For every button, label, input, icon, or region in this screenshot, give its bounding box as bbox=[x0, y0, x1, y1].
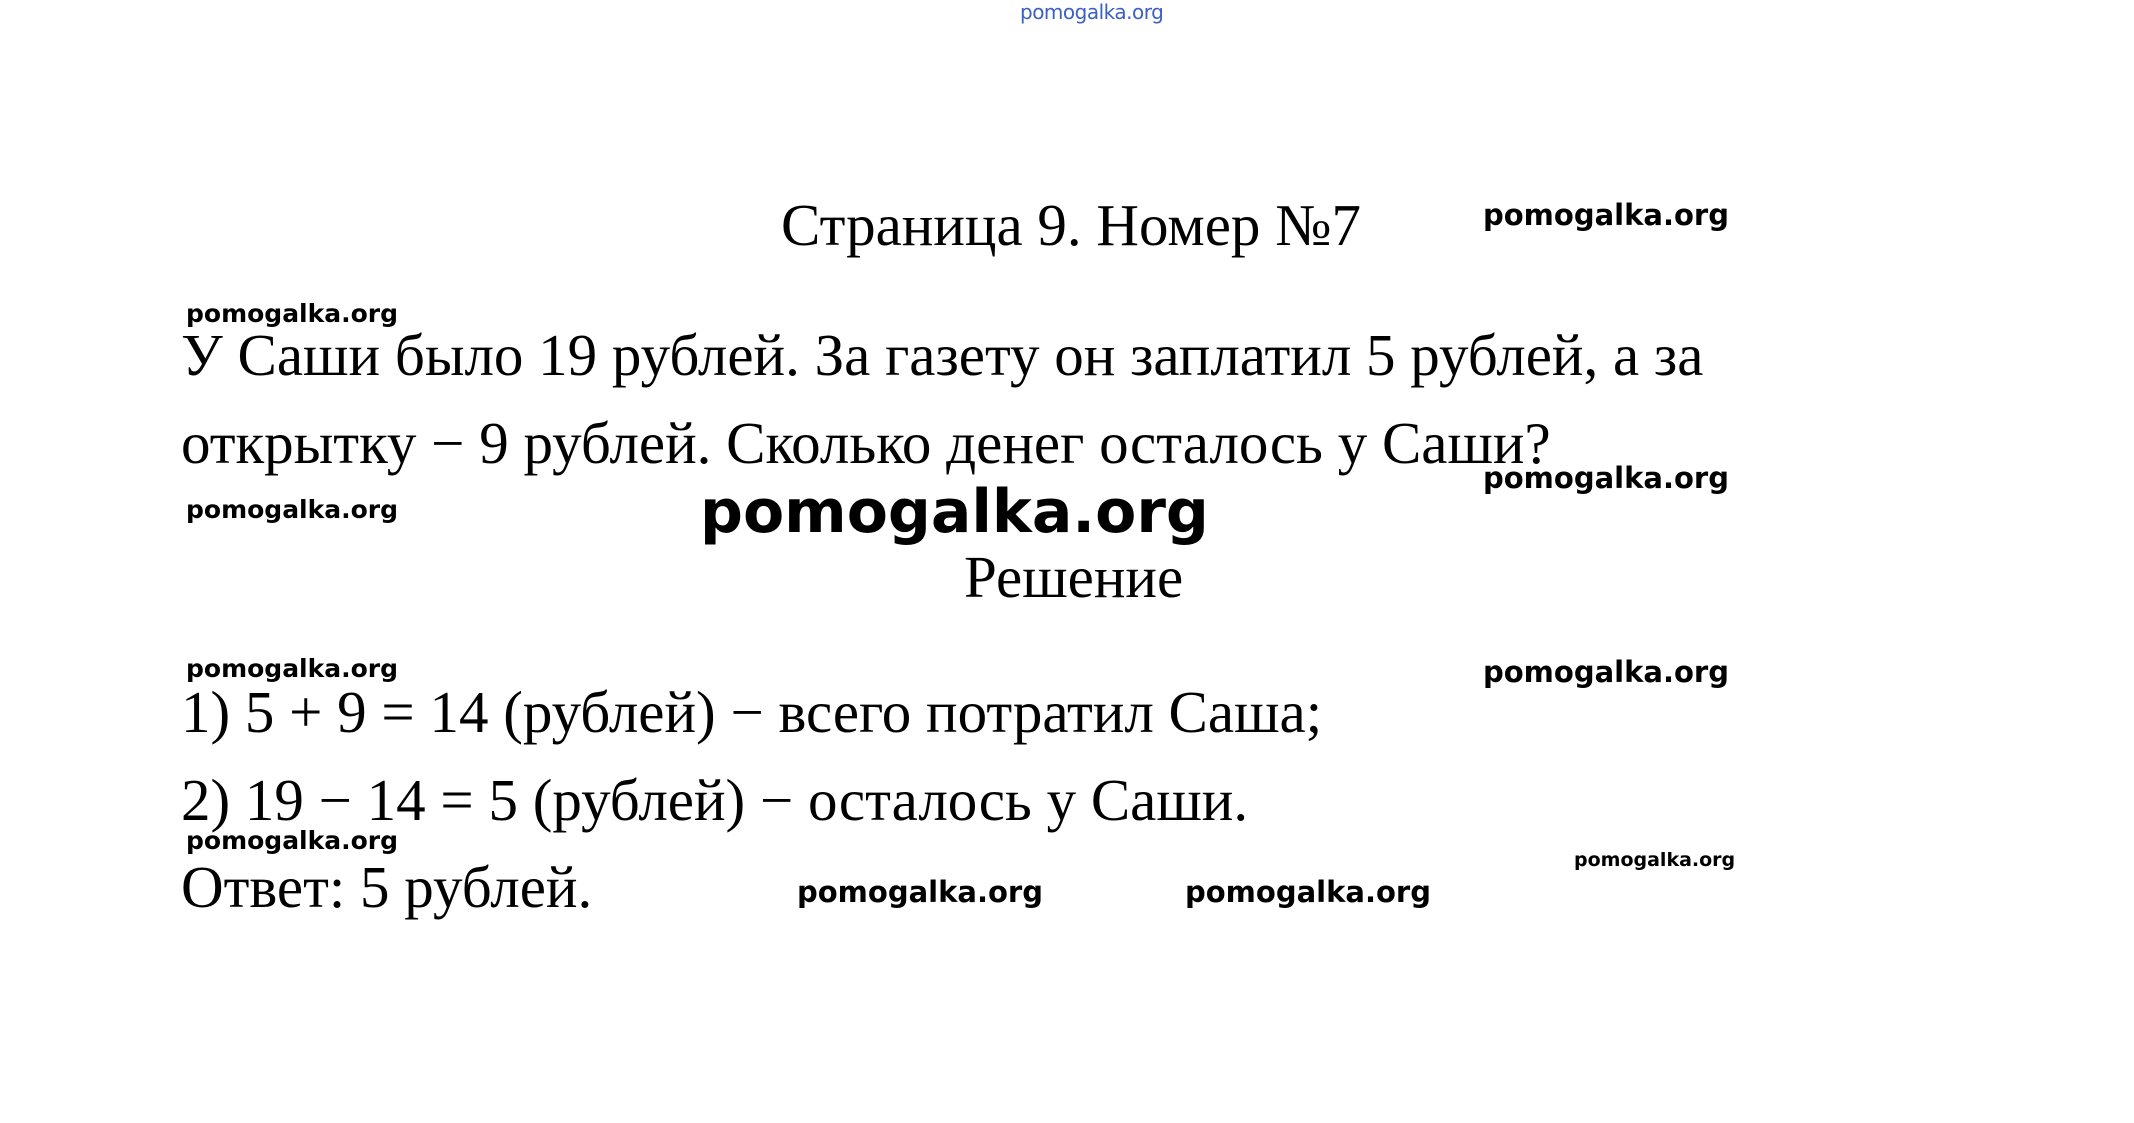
answer-text: Ответ: 5 рублей. bbox=[181, 854, 593, 920]
watermark-large: pomogalka.org bbox=[700, 477, 1209, 547]
solution-step-2: 2) 19 − 14 = 5 (рублей) − осталось у Саши. bbox=[181, 767, 1249, 833]
watermark: pomogalka.org bbox=[186, 495, 399, 524]
watermark: pomogalka.org bbox=[1185, 875, 1431, 909]
watermark: pomogalka.org bbox=[186, 299, 399, 328]
page-title: Страница 9. Номер №7 bbox=[781, 192, 1361, 258]
header-watermark: pomogalka.org bbox=[1020, 0, 1164, 24]
watermark-small: pomogalka.org bbox=[1574, 849, 1736, 871]
problem-text-line-1: У Саши было 19 рублей. За газету он заплатил 5 рублей, а за bbox=[181, 322, 1704, 388]
watermark: pomogalka.org bbox=[1483, 198, 1729, 232]
watermark: pomogalka.org bbox=[186, 826, 399, 855]
watermark: pomogalka.org bbox=[797, 875, 1043, 909]
watermark: pomogalka.org bbox=[186, 654, 399, 683]
solution-step-1: 1) 5 + 9 = 14 (рублей) − всего потратил Саша; bbox=[181, 679, 1323, 745]
problem-text-line-2: открытку − 9 рублей. Сколько денег осталось у Саши? bbox=[181, 410, 1551, 476]
watermark: pomogalka.org bbox=[1483, 655, 1729, 689]
watermark: pomogalka.org bbox=[1483, 461, 1729, 495]
solution-heading: Решение bbox=[964, 544, 1184, 610]
